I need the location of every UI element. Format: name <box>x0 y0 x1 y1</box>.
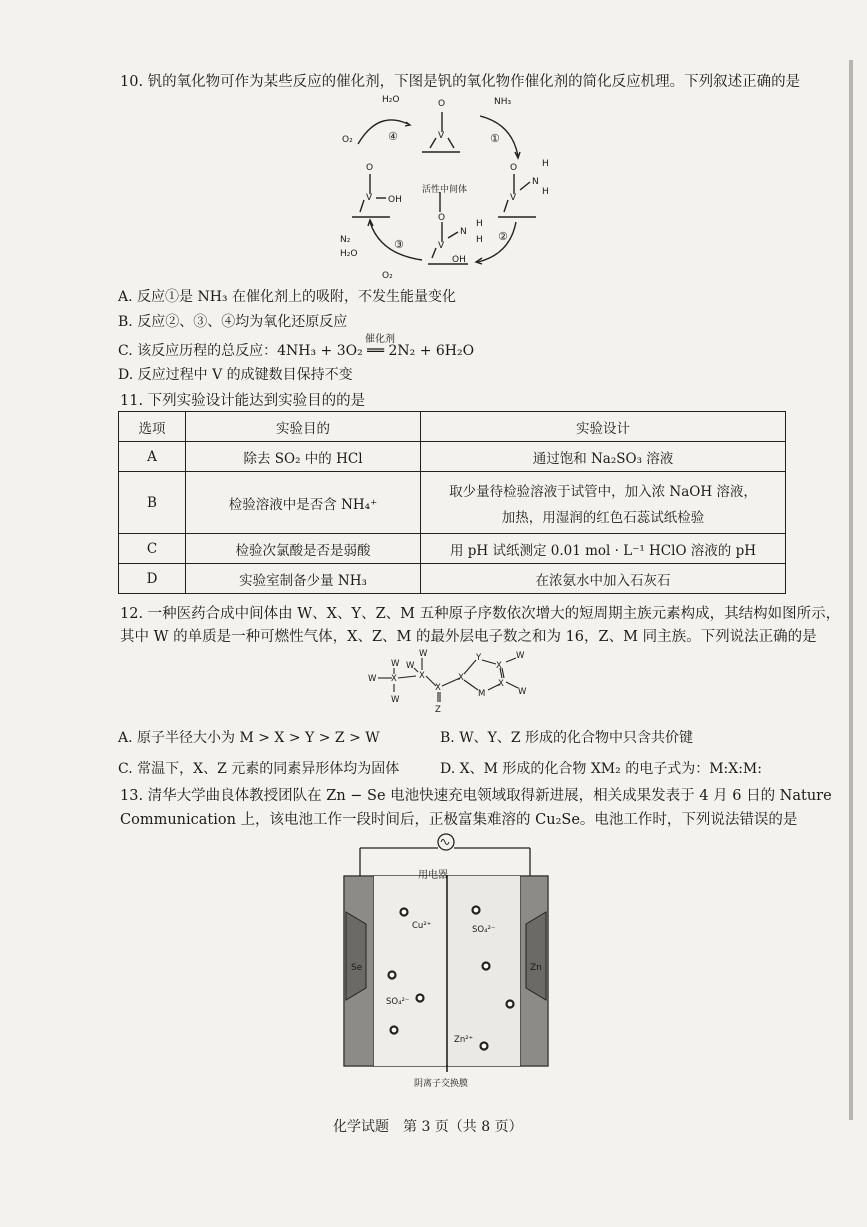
q13-membrane-label: 阴离子交换膜 <box>414 1079 469 1089</box>
q10-stem: 10. 钒的氧化物可作为某些反应的催化剂，下图是钒的氧化物作催化剂的简化反应机理。下列叙述正确的是 <box>120 74 801 90</box>
header-option: 选项 <box>119 412 186 442</box>
q10-option-c: C. 该反应历程的总反应：4NH₃ + 3O₂ ══ 2N₂ + 6H₂O <box>118 343 475 359</box>
table-row <box>119 534 786 564</box>
q12-option-b: B. W、Y、Z 形成的化合物中只含共价键 <box>440 730 693 746</box>
row-option: C <box>119 534 186 564</box>
q12-atom-w-6: W <box>516 651 525 661</box>
row-aim: 除去 SO₂ 中的 HCl <box>186 442 421 472</box>
q13-battery-diagram <box>330 828 560 1092</box>
q13-stem-line2: Communication 上，该电池工作一段时间后，正极富集难溶的 Cu₂Se。电池工作时，下列说法错误的是 <box>120 812 798 828</box>
q12-option-d: D. X、M 形成的化合物 XM₂ 的电子式为：M:X:M: <box>440 761 762 777</box>
q12-atom-w-4: W <box>419 649 428 659</box>
q10-oh-1: OH <box>388 195 402 205</box>
row-option: A <box>119 442 186 472</box>
q13-ion-so4-right: SO₄²⁻ <box>472 925 496 935</box>
q13-electrode-zn: Zn <box>530 963 542 973</box>
row-design: 用 pH 试纸测定 0.01 mol · L⁻¹ HClO 溶液的 pH <box>421 534 786 564</box>
q12-atom-y: Y <box>476 653 482 663</box>
q13-ion-so4-left: SO₄²⁻ <box>386 997 410 1007</box>
row-aim: 实验室制备少量 NH₃ <box>186 564 421 594</box>
table-header-row <box>119 412 786 442</box>
q12-atom-x-4: X <box>458 673 464 683</box>
q12-option-a: A. 原子半径大小为 M > X > Y > Z > W <box>118 730 380 746</box>
q13-electrode-se: Se <box>351 963 363 973</box>
q12-atom-w-2: W <box>391 659 400 669</box>
q10-h2o-top: H₂O <box>382 95 400 105</box>
q10-o2-bottom: O₂ <box>382 271 393 281</box>
q12-atom-w-3: W <box>391 695 400 705</box>
q10-atom-n-4: N <box>460 227 467 237</box>
q10-atom-o-1: O <box>438 99 446 109</box>
q10-nh3: NH₃ <box>494 97 512 107</box>
q10-atom-v-1: V <box>438 131 445 141</box>
q12-atom-x-3: X <box>435 683 441 693</box>
q10-mechanism-diagram <box>330 92 550 282</box>
table-row <box>119 472 786 534</box>
q10-atom-h-3b: H <box>542 187 549 197</box>
q10-atom-o-4: O <box>438 213 446 223</box>
q10-h2o-bottom: H₂O <box>340 249 358 259</box>
q10-atom-v-2: V <box>366 193 373 203</box>
q10-center-label: 活性中间体 <box>422 185 468 195</box>
q12-atom-x-2: X <box>419 671 425 681</box>
q10-o2-left: O₂ <box>342 135 353 145</box>
scan-edge <box>849 60 853 1120</box>
q10-step4: ④ <box>388 130 398 143</box>
q10-atom-n-3: N <box>532 177 539 187</box>
q13-device-label: 用电器 <box>418 870 448 881</box>
q12-stem-line2: 其中 W 的单质是一种可燃性气体，X、Z、M 的最外层电子数之和为 16，Z、M 同主族。下列说法正确的是 <box>120 629 817 645</box>
q10-step2: ② <box>498 230 508 243</box>
q10-atom-v-3: V <box>510 193 517 203</box>
q10-atom-h-4b: H <box>476 235 483 245</box>
row-option: D <box>119 564 186 594</box>
q10-oh-2: OH <box>452 255 466 265</box>
q10-option-b: B. 反应②、③、④均为氧化还原反应 <box>118 314 348 330</box>
header-design: 实验设计 <box>421 412 786 442</box>
q10-catalyst-label: 催化剂 <box>365 334 395 345</box>
q10-option-a: A. 反应①是 NH₃ 在催化剂上的吸附，不发生能量变化 <box>118 289 456 305</box>
q13-stem-line1: 13. 清华大学曲良体教授团队在 Zn − Se 电池快速充电领域取得新进展，相关成果发表于 4 月 6 日的 Nature <box>120 788 832 804</box>
q10-atom-h-3a: H <box>542 159 549 169</box>
row-design-line: 加热，用湿润的红色石蕊试纸检验 <box>501 509 705 526</box>
q12-atom-w-1: W <box>368 674 377 684</box>
q10-step3: ③ <box>394 238 404 251</box>
q12-stem-line1: 12. 一种医药合成中间体由 W、X、Y、Z、M 五种原子序数依次增大的短周期主族元素构成，其结构如图所示， <box>120 606 841 622</box>
row-aim: 检验次氯酸是否是弱酸 <box>186 534 421 564</box>
q10-atom-o-3: O <box>510 163 518 173</box>
q10-atom-v-4: V <box>438 241 445 251</box>
table-row <box>119 564 786 594</box>
q11-stem: 11. 下列实验设计能达到实验目的的是 <box>120 393 366 409</box>
row-aim: 检验溶液中是否含 NH₄⁺ <box>186 472 421 534</box>
table-row <box>119 442 786 472</box>
row-option: B <box>119 472 186 534</box>
q13-ion-zn: Zn²⁺ <box>454 1035 474 1045</box>
q10-n2: N₂ <box>340 235 351 245</box>
q12-atom-x-6: X <box>498 679 504 689</box>
q12-atom-z: Z <box>435 705 441 715</box>
q10-atom-o-2: O <box>366 163 374 173</box>
q12-option-c: C. 常温下，X、Z 元素的同素异形体均为固体 <box>118 761 400 777</box>
q12-atom-x-1: X <box>391 674 397 684</box>
q12-structure-diagram <box>366 646 536 720</box>
row-design <box>421 472 786 534</box>
q11-table <box>118 411 786 594</box>
q12-atom-m: M <box>478 689 486 699</box>
row-design-line: 取少量待检验溶液于试管中，加入浓 NaOH 溶液， <box>449 483 757 500</box>
q12-atom-w-7: W <box>518 687 527 697</box>
q10-step1: ① <box>490 132 500 145</box>
q10-atom-h-4a: H <box>476 219 483 229</box>
q12-atom-x-5: X <box>496 661 502 671</box>
row-design: 在浓氨水中加入石灰石 <box>421 564 786 594</box>
q13-ion-cu: Cu²⁺ <box>412 921 432 931</box>
q10-option-d: D. 反应过程中 V 的成键数目保持不变 <box>118 367 353 383</box>
row-design: 通过饱和 Na₂SO₃ 溶液 <box>421 442 786 472</box>
q12-atom-w-5: W <box>406 661 415 671</box>
page-footer: 化学试题 第 3 页（共 8 页） <box>333 1119 523 1135</box>
header-aim: 实验目的 <box>186 412 421 442</box>
